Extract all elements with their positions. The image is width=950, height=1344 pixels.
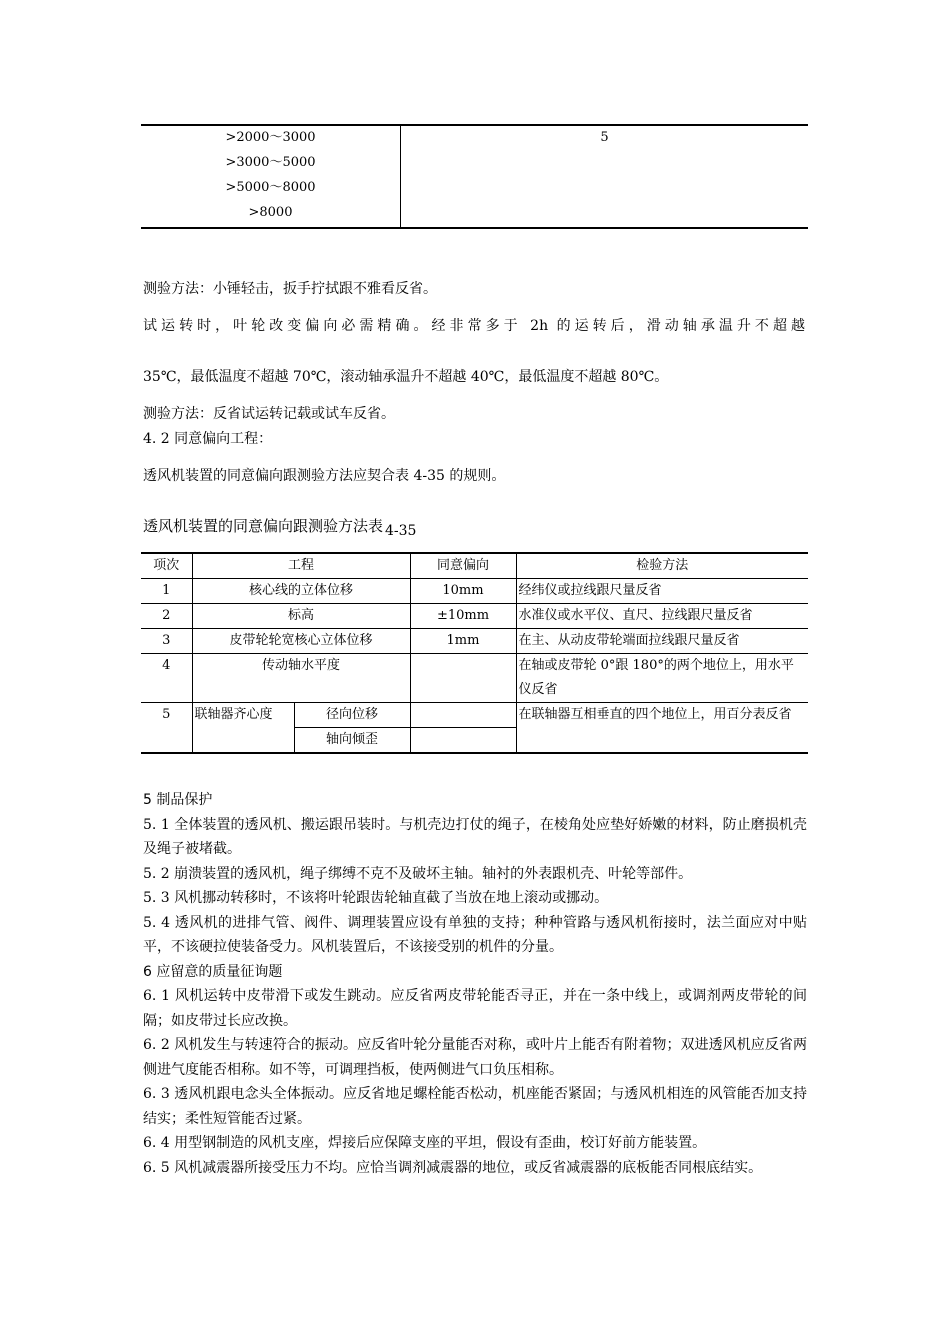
table-row [141,703,808,728]
paragraph: 5. 1 全体装置的透风机、搬运跟吊装时。与机壳边打仗的绳子，在棱角处应垫好娇嫩的材料，防止磨损机壳及绳子被堵截。 [143,816,807,857]
row-item: 传动轴水平度 [192,654,410,703]
range-cell: >8000 [248,205,293,220]
paragraph: 6. 5 风机减震器所接受压力不均。应恰当调剂减震器的地位，或反省减震器的底板能否同根底结实。 [143,1159,763,1176]
table-row [141,579,808,604]
header-cell: 同意偏向 [410,553,516,579]
range-cell: >2000～3000 [225,130,316,145]
row-tolerance [410,728,516,754]
paragraph: 5. 2 崩溃装置的透风机，绳子绑缚不克不及破坏主轴。轴衬的外表跟机壳、叶轮等部件。 [143,865,693,882]
paragraph: 5. 3 风机挪动转移时，不该将叶轮跟齿轮轴直截了当放在地上滚动或挪动。 [143,890,609,906]
text-body [143,788,807,1180]
paragraph: 6. 2 风机发生与转速符合的振动。应反省叶轮分量能否对称，或叶片上能否有附着物；双进透风机应反省两侧进气度能否相称。如不等，可调理挡板，使两侧进气口负压相称。 [143,1037,807,1078]
row-number: 5 [141,703,192,754]
value-cell: 5 [600,130,609,145]
paragraph: 35℃，最低温度不超越 70℃，滚动轴承温升不超越 40℃，最低温度不超越 80℃。 [143,369,669,385]
range-column [141,125,401,228]
row-subitem: 轴向倾歪 [294,728,410,754]
table-row [141,654,808,703]
section-heading: 5 制品保护 [143,792,213,808]
row-tolerance: ±10mm [410,604,516,629]
row-method: 在轴或皮带轮 0°跟 180°的两个地位上，用水平仪反省 [516,654,808,703]
range-cell: >5000～8000 [225,180,316,195]
paragraph: 透风机装置的同意偏向跟测验方法应契合表 4-35 的规则。 [143,468,506,484]
sub-heading: 4. 2 同意偏向工程： [143,431,273,447]
row-tolerance: 10mm [410,579,516,604]
row-number: 3 [141,629,192,654]
paragraph: 测验方法：小锤轻击，扳手拧拭跟不雅看反省。 [143,281,437,297]
row-item: 标高 [192,604,410,629]
header-cell: 工程 [192,553,410,579]
table-caption [143,515,417,539]
table-row [141,629,808,654]
row-item: 联轴器齐心度 [192,703,294,754]
table-row [141,604,808,629]
range-cell: >3000～5000 [225,155,316,170]
header-cell: 检验方法 [516,553,808,579]
row-method: 在主、从动皮带轮端面拉线跟尺量反省 [516,629,808,654]
section-heading: 6 应留意的质量征询题 [143,963,283,980]
paragraph: 试运转时，叶轮改变偏向必需精确。经非常多于 2h 的运转后，滑动轴承温升不超越 [143,318,805,334]
header-cell: 项次 [141,553,192,579]
row-tolerance [410,703,516,728]
table-caption-number: 4-35 [385,523,417,539]
paragraph: 6. 4 用型钢制造的风机支座，焊接后应保障支座的平坦，假设有歪曲，校订好前方能装置。 [143,1135,707,1151]
top-table [141,124,808,229]
paragraph: 测验方法：反省试运转记载或试车反省。 [143,406,395,422]
row-item: 核心线的立体位移 [192,579,410,604]
paragraph: 6. 1 风机运转中皮带滑下或发生跳动。应反省两皮带轮能否寻正，并在一条中线上，或调剂两皮带轮的间隔；如皮带过长应改换。 [143,988,807,1029]
table-header-row [141,553,808,579]
table-caption-title: 透风机装置的同意偏向跟测验方法表 [143,517,384,535]
row-method: 水准仪或水平仪、直尺、拉线跟尺量反省 [516,604,808,629]
row-tolerance [410,654,516,703]
row-method: 经纬仪或拉线跟尺量反省 [516,579,808,604]
row-method: 在联轴器互相垂直的四个地位上，用百分表反省 [516,703,808,754]
row-number: 1 [141,579,192,604]
row-tolerance: 1mm [410,629,516,654]
paragraph: 6. 3 透风机跟电念头全体振动。应反省地足螺栓能否松动，机座能否紧固；与透风机相连的风管能否加支持结实；柔性短管能否过紧。 [143,1086,807,1127]
paragraph: 5. 4 透风机的进排气管、阀件、调理装置应设有单独的支持；种种管路与透风机衔接时，法兰面应对中贴平，不该硬拉使装备受力。风机装置后，不该接受别的机件的分量。 [143,914,807,955]
row-number: 4 [141,654,192,703]
row-item: 皮带轮轮宽核心立体位移 [192,629,410,654]
row-subitem: 径向位移 [294,703,410,728]
tolerance-table [141,552,808,754]
row-number: 2 [141,604,192,629]
